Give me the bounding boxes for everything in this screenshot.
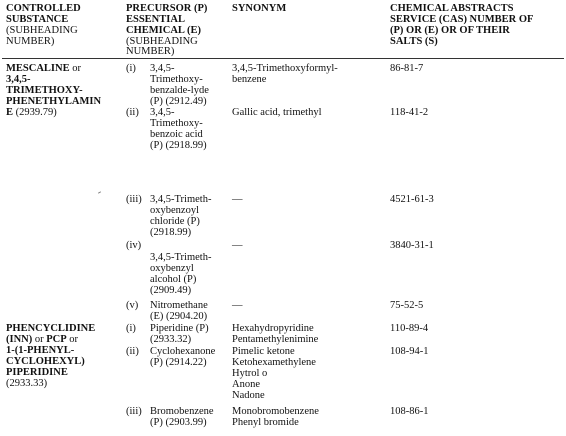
precursor-line: (P) (2903.99): [150, 417, 207, 428]
substance-name-line: 3,4,5-: [6, 74, 31, 85]
substance-name-line: TRIMETHOXY-: [6, 85, 83, 96]
cas-number: 108-94-1: [390, 346, 429, 357]
synonym-line: Hexahydropyridine: [232, 323, 314, 334]
precursor-line: (2918.99): [150, 227, 192, 238]
item-number: (i): [126, 323, 136, 334]
precursor-line: 3,4,5-Trimeth-: [150, 252, 212, 263]
precursor-line: Cyclohexanone: [150, 346, 216, 357]
cas-number: 75-52-5: [390, 300, 424, 311]
substance-name: MESCALINE or: [6, 63, 81, 74]
substance-name-line: CYCLOHEXYL): [6, 356, 85, 367]
cas-number: 4521-61-3: [390, 194, 434, 205]
precursor-line: 3,4,5-Trimeth-: [150, 194, 212, 205]
synonym-line: —: [232, 300, 243, 311]
substance-name: (INN) or PCP or: [6, 334, 79, 345]
cas-number: 110-89-4: [390, 323, 429, 334]
precursor-line: (P) (2914.22): [150, 357, 207, 368]
precursor-line: (2909.49): [150, 285, 192, 296]
header-line: (SUBHEADING: [126, 36, 198, 47]
substance-subheading: (2933.33): [6, 378, 48, 389]
header-rule: [2, 58, 564, 59]
precursor-line: Trimethoxy-: [150, 74, 203, 85]
precursor-line: (E) (2904.20): [150, 311, 208, 322]
item-number: (iii): [126, 194, 142, 205]
header-line: PRECURSOR (P): [126, 3, 208, 14]
item-number: (iv): [126, 240, 142, 251]
substance-name-line: PHENCYCLIDINE: [6, 323, 96, 334]
header-line: NUMBER): [126, 46, 175, 57]
synonym-line: benzene: [232, 74, 267, 85]
synonym-line: Hytrol o: [232, 368, 268, 379]
substance-name-line: 1-(1-PHENYL-: [6, 345, 75, 356]
header-line: (SUBHEADING: [6, 25, 78, 36]
cas-number: 86-81-7: [390, 63, 424, 74]
synonym-line: Monobromobenzene: [232, 406, 319, 417]
synonym-line: Nadone: [232, 390, 265, 401]
synonym-line: Phenyl bromide: [232, 417, 299, 428]
header-line: ESSENTIAL: [126, 14, 185, 25]
cas-number: 108-86-1: [390, 406, 429, 417]
header-line: SERVICE (CAS) NUMBER OF: [390, 14, 534, 25]
precursor-line: 3,4,5-: [150, 63, 175, 74]
header-line: SYNONYM: [232, 3, 287, 14]
synonym-line: 3,4,5-Trimethoxyformyl-: [232, 63, 338, 74]
precursor-line: oxybenzyl: [150, 263, 194, 274]
synonym-line: —: [232, 240, 243, 251]
precursor-line: (2933.32): [150, 334, 192, 345]
precursor-line: chloride (P): [150, 216, 200, 227]
header-line: SUBSTANCE: [6, 14, 69, 25]
header-line: SALTS (S): [390, 36, 438, 47]
item-number: (ii): [126, 346, 139, 357]
synonym-line: Anone: [232, 379, 260, 390]
substance-subheading: E (2939.79): [6, 107, 57, 118]
synonym-line: Gallic acid, trimethyl: [232, 107, 322, 118]
item-number: (iii): [126, 406, 142, 417]
item-number: (ii): [126, 107, 139, 118]
precursor-line: (P) (2918.99): [150, 140, 207, 151]
substance-name-line: PIPERIDINE: [6, 367, 68, 378]
precursor-line: Piperidine (P): [150, 323, 209, 334]
scan-speck: [98, 191, 101, 193]
precursor-line: benzoic acid: [150, 129, 203, 140]
header-line: CHEMICAL (E): [126, 25, 201, 36]
header-line: (P) OR (E) OR OF THEIR: [390, 25, 510, 36]
cas-number: 118-41-2: [390, 107, 429, 118]
item-number: (i): [126, 63, 136, 74]
header-line: CONTROLLED: [6, 3, 81, 14]
precursor-line: alcohol (P): [150, 274, 197, 285]
precursor-line: Nitromethane: [150, 300, 208, 311]
synonym-line: Ketohexamethylene: [232, 357, 316, 368]
precursor-line: Trimethoxy-: [150, 118, 203, 129]
precursor-line: oxybenzoyl: [150, 205, 199, 216]
header-line: NUMBER): [6, 36, 55, 47]
precursor-line: benzalde-lyde: [150, 85, 209, 96]
substance-name-line: PHENETHYLAMIN: [6, 96, 102, 107]
synonym-line: Pimelic ketone: [232, 346, 295, 357]
cas-number: 3840-31-1: [390, 240, 434, 251]
precursor-line: 3,4,5-: [150, 107, 175, 118]
item-number: (v): [126, 300, 139, 311]
header-line: CHEMICAL ABSTRACTS: [390, 3, 514, 14]
precursor-line: Bromobenzene: [150, 406, 214, 417]
synonym-line: Pentamethylenimine: [232, 334, 319, 345]
precursor-line: (P) (2912.49): [150, 96, 207, 107]
synonym-line: —: [232, 194, 243, 205]
